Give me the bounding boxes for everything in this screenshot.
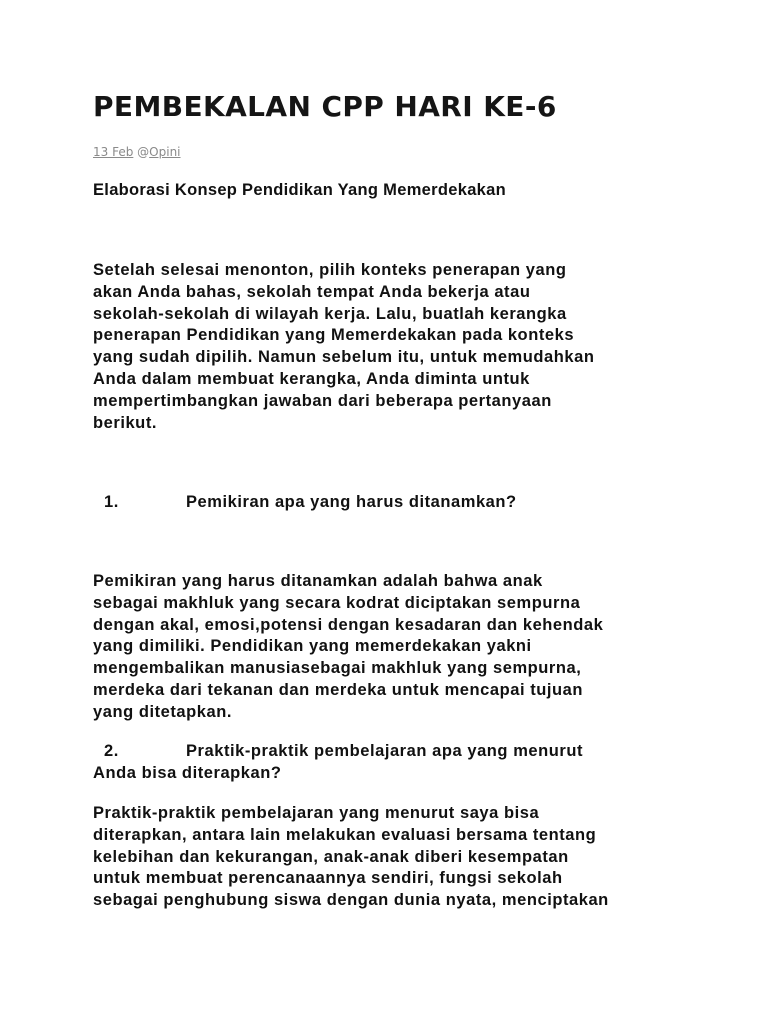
date-link[interactable]: 13 Feb	[93, 145, 134, 159]
paragraph-line: Pemikiran yang harus ditanamkan adalah bahwa anak	[93, 572, 543, 590]
question-1	[93, 492, 683, 514]
answer-1-paragraph	[93, 571, 683, 724]
paragraph-line: sebagai penghubung siswa dengan dunia nyata, menciptakan	[93, 891, 609, 910]
paragraph-line: berikut.	[93, 413, 157, 432]
paragraph-line: Praktik-praktik pembelajaran yang menurut saya bisa	[93, 804, 540, 822]
paragraph-line: dengan akal, emosi,potensi dengan kesadaran dan kehendak	[93, 615, 604, 634]
paragraph-line: diterapkan, antara lain melakukan evaluasi bersama tentang	[93, 825, 597, 844]
paragraph-line: kelebihan dan kekurangan, anak-anak diberi kesempatan	[93, 847, 569, 866]
answer-2-paragraph	[93, 803, 683, 912]
paragraph-line: yang dimiliki. Pendidikan yang memerdekakan yakni	[93, 637, 532, 656]
at-symbol: @	[137, 145, 150, 159]
question-2	[93, 741, 683, 785]
post-meta	[93, 145, 181, 159]
paragraph-line: sebagai makhluk yang secara kodrat diciptakan sempurna	[93, 593, 581, 612]
paragraph-line: mempertimbangkan jawaban dari beberapa pertanyaan	[93, 391, 552, 410]
paragraph-line: mengembalikan manusiasebagai makhluk yang sempurna,	[93, 659, 582, 678]
page-title: PEMBEKALAN CPP HARI KE-6	[93, 90, 557, 123]
question-number: 2.	[104, 742, 119, 760]
question-text: Pemikiran apa yang harus ditanamkan?	[186, 493, 517, 511]
paragraph-line: untuk membuat perencanaannya sendiri, fungsi sekolah	[93, 869, 563, 888]
document-subtitle: Elaborasi Konsep Pendidikan Yang Memerdekakan	[93, 181, 507, 199]
paragraph-line: penerapan Pendidikan yang Memerdekakan pada konteks	[93, 326, 575, 345]
paragraph-line: Setelah selesai menonton, pilih konteks penerapan yang	[93, 261, 567, 279]
category-link[interactable]: Opini	[149, 145, 181, 159]
paragraph-line: merdeka dari tekanan dan merdeka untuk mencapai tujuan	[93, 680, 584, 699]
paragraph-line: akan Anda bahas, sekolah tempat Anda bekerja atau	[93, 282, 531, 301]
intro-paragraph	[93, 260, 683, 434]
question-text: Praktik-praktik pembelajaran apa yang menurut	[186, 742, 584, 760]
paragraph-line: sekolah-sekolah di wilayah kerja. Lalu, buatlah kerangka	[93, 304, 567, 323]
paragraph-line: Anda dalam membuat kerangka, Anda diminta untuk	[93, 369, 530, 388]
paragraph-line: yang sudah dipilih. Namun sebelum itu, untuk memudahkan	[93, 348, 595, 367]
question-text-continued: Anda bisa diterapkan?	[93, 763, 282, 782]
question-number: 1.	[104, 493, 119, 511]
paragraph-line: yang ditetapkan.	[93, 702, 232, 721]
